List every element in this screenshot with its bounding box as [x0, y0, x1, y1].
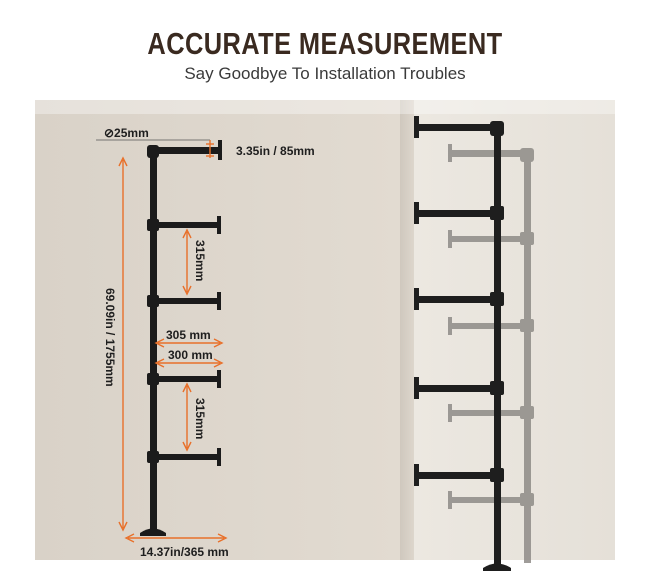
top-depth-label: 3.35in / 85mm: [236, 144, 315, 158]
shelf-length-inner-label: 300 mm: [168, 348, 213, 362]
upper-spacing-label: 315mm: [193, 240, 207, 282]
shelf-length-outer-label: 305 mm: [166, 328, 211, 342]
lower-spacing-label: 315mm: [193, 398, 207, 440]
pipe-diameter-label: ⊘25mm: [104, 126, 149, 140]
page-title: ACCURATE MEASUREMENT: [147, 26, 503, 61]
base-width-label: 14.37in/365 mm: [140, 545, 229, 559]
total-height-label: 69.09in / 1755mm: [103, 288, 117, 387]
page-subtitle: Say Goodbye To Installation Troubles: [184, 64, 466, 83]
